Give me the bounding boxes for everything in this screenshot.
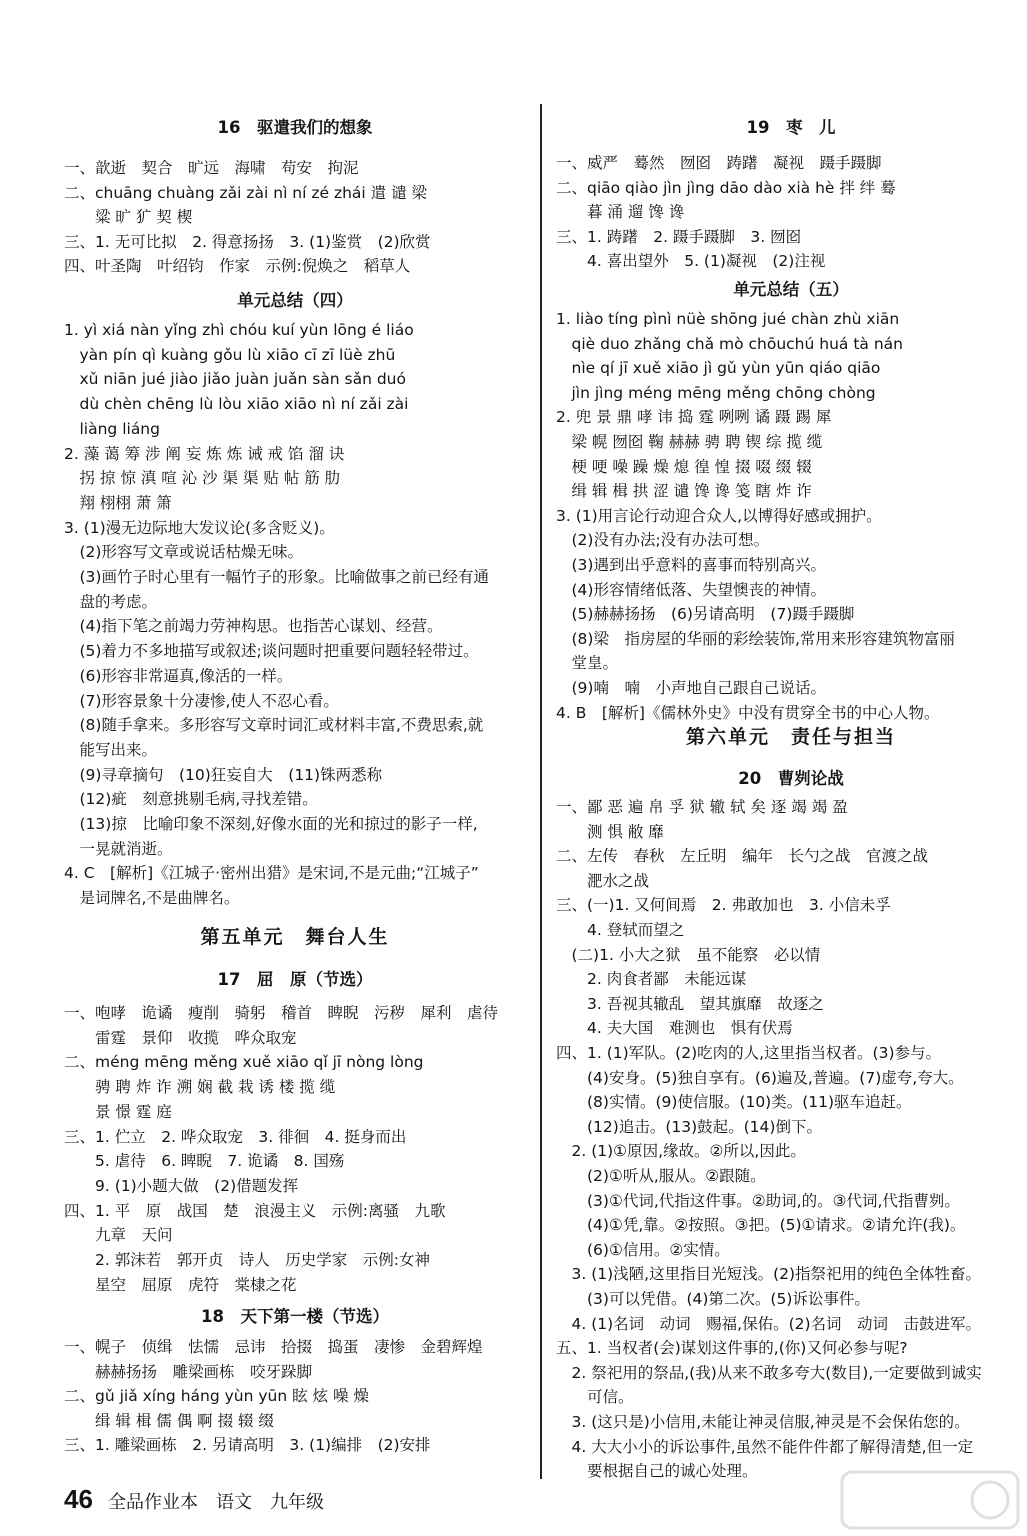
left-u4-line: (2)形容写文章或说话枯燥无味。: [64, 543, 303, 562]
page-footer: [64, 1484, 324, 1515]
right-unit6-title: 第六单元 责任与担当: [685, 726, 896, 748]
right-s20-line: (4)①凭,靠。②按照。③把。(5)①请求。②请允许(我)。: [556, 1216, 966, 1235]
left-s17-line: 5. 虐待 6. 睥睨 7. 诡谲 8. 国殇: [64, 1152, 345, 1171]
right-u5-line: (3)遇到出乎意料的喜事而特别高兴。: [556, 556, 826, 574]
left-s18-title: 18 天下第一楼（节选）: [201, 1307, 389, 1326]
right-u5-line: 梁 幌 囫囵 鞠 赫赫 骋 聘 锲 综 揽 缆: [556, 433, 823, 451]
right-s20-line: 4. (1)名词 动词 赐福,保佑。(2)名词 动词 击鼓进军。: [556, 1314, 982, 1333]
right-s20-line: 可信。: [556, 1388, 634, 1407]
left-u4-line: (4)指下笔之前竭力劳神构思。也指苦心谋划、经营。: [64, 617, 443, 636]
left-u4-line: 2. 藻 蔼 筹 涉 阐 妄 炼 炼 诫 戒 馅 溜 诀: [64, 444, 345, 463]
watermark-logo: [840, 1470, 1020, 1530]
left-s17-line: 9. (1)小题大做 (2)借题发挥: [64, 1176, 299, 1195]
right-u5-line: 3. (1)用言论行动迎合众人,以博得好感或拥护。: [556, 506, 882, 525]
right-s20-line: 五、1. 当权者(会)谋划这件事的,(你)又何必参与呢?: [556, 1339, 908, 1358]
left-s17-title: 17 屈 原（节选）: [217, 970, 373, 989]
left-s17-line: 四、1. 平 原 战国 楚 浪漫主义 示例:离骚 九歌: [64, 1201, 446, 1220]
left-s18-line: 二、gǔ jiǎ xíng háng yùn yūn 眩 炫 噪 燥: [64, 1387, 369, 1406]
left-s17-line: 一、咆哮 诡谲 瘦削 骑躬 稽首 睥睨 污秽 犀利 虐待: [64, 1004, 499, 1022]
right-s20-line: 要根据自己的诚心处理。: [556, 1462, 758, 1481]
left-s16-title: 16 驱遣我们的想象: [217, 118, 373, 137]
left-u4-line: (5)着力不多地描写或叙述;谈问题时把重要问题轻轻带过。: [64, 642, 479, 661]
left-s18-line: 缉 辑 楫 儒 偶 啊 掇 辍 缀: [64, 1411, 274, 1430]
right-u5-line: qiè duo zhǎng chǎ mò chōuchú huá tà nán: [556, 334, 903, 353]
right-u5-line: 4. B [解析]《儒林外史》中没有贯穿全书的中心人物。: [556, 703, 940, 722]
left-u4-line: 翔 栩栩 萧 箫: [64, 493, 172, 512]
right-s19-line: 二、qiāo qiào jìn jìng dāo dào xià hè 拌 绊 蓦: [556, 178, 896, 197]
right-s20-line: 3. 吾视其辙乱 望其旗靡 故逐之: [556, 994, 824, 1013]
right-u5-line: (5)赫赫扬扬 (6)另请高明 (7)蹑手蹑脚: [556, 605, 855, 624]
left-unit5-title: 第五单元 舞台人生: [200, 926, 390, 948]
left-u4-line: (7)形容景象十分凄惨,使人不忍心看。: [64, 691, 339, 710]
page-number: 46: [64, 1484, 93, 1514]
left-s16-line: 一、歆逝 契合 旷远 海啸 苟安 拘泥: [64, 159, 359, 177]
right-s20-line: 四、1. (1)军队。(2)吃肉的人,这里指当权者。(3)参与。: [556, 1044, 942, 1062]
right-u5-line: 堂皇。: [556, 654, 619, 673]
right-s20-title: 20 曹刿论战: [738, 769, 844, 788]
left-u4-line: 盘的考虑。: [64, 592, 158, 611]
column-divider: [540, 104, 542, 1479]
right-u5-line: 1. liào tíng pìnì nüè shōng jué chàn zhù xiān: [556, 310, 900, 328]
right-s20-line: (二)1. 小大之狱 虽不能察 必以情: [556, 945, 821, 964]
left-u4-line: dù chèn chēng lù lòu xiāo xiāo nì ní zǎi zài: [64, 395, 409, 414]
right-s20-line: (3)可以凭借。(4)第二次。(5)诉讼事件。: [556, 1290, 870, 1308]
right-s20-line: 一、鄙 恶 遍 帛 孚 狱 辙 轼 矣 逐 竭 竭 盈: [556, 798, 848, 816]
left-u4-line: 能写出来。: [64, 740, 158, 759]
right-s19-line: 4. 喜出望外 5. (1)凝视 (2)注视: [556, 252, 826, 270]
right-u5-line: 缉 辑 楫 拱 涩 谴 馋 谗 笺 瞎 炸 诈: [556, 482, 812, 501]
left-u4-line: (6)形容非常逼真,像活的一样。: [64, 666, 293, 685]
right-s20-line: 3. (这只是)小信用,未能让神灵信服,神灵是不会保佑您的。: [556, 1413, 970, 1431]
right-s20-line: (4)安身。(5)独自享有。(6)遍及,普遍。(7)虚夸,夸大。: [556, 1068, 964, 1087]
right-u5-line: (2)没有办法;没有办法可想。: [556, 531, 770, 550]
left-s18-line: 赫赫扬扬 雕梁画栋 咬牙跺脚: [64, 1362, 313, 1381]
right-s19-line: 暮 涌 遛 馋 谗: [556, 203, 685, 221]
left-s18-line: 三、1. 雕梁画栋 2. 另请高明 3. (1)编排 (2)安排: [64, 1436, 431, 1455]
left-s16-line: 二、chuāng chuàng zǎi zài nì ní zé zhái 遣 谴 梁: [64, 183, 428, 202]
left-s17-line: 骋 聘 炸 诈 溯 娴 截 栽 诱 楼 揽 缆: [64, 1078, 336, 1097]
right-s20-line: 2. 肉食者鄙 未能远谋: [556, 970, 747, 989]
right-u5-title: 单元总结（五）: [733, 280, 849, 299]
left-u4-line: 是词牌名,不是曲牌名。: [64, 889, 240, 908]
right-s20-line: 2. 祭祀用的祭品,(我)从来不敢多夸大(数目),一定要做到诚实: [556, 1363, 982, 1382]
right-s20-line: (12)追击。(13)鼓起。(14)倒下。: [556, 1117, 822, 1136]
left-s16-line: 四、叶圣陶 叶绍钧 作家 示例:倪焕之 稻草人: [64, 257, 411, 275]
right-s20-line: (2)①听从,服从。②跟随。: [556, 1167, 766, 1185]
right-s20-line: 二、左传 春秋 左丘明 编年 长勺之战 官渡之战: [556, 847, 929, 866]
left-s16-line: 三、1. 无可比拟 2. 得意扬扬 3. (1)鉴赏 (2)欣赏: [64, 232, 431, 251]
left-s17-line: 三、1. 伫立 2. 哗众取宠 3. 徘徊 4. 挺身而出: [64, 1127, 407, 1146]
right-u5-line: 2. 兜 景 鼎 哮 讳 捣 霆 咧咧 谲 蹑 踢 犀: [556, 408, 832, 427]
left-u4-line: 一晃就消逝。: [64, 839, 173, 858]
right-s20-line: 测 惧 敝 靡: [556, 822, 664, 841]
left-u4-line: (3)画竹子时心里有一幅竹子的形象。比喻做事之前已经有通: [64, 568, 489, 586]
left-s16-line: 粱 旷 犷 契 楔: [64, 208, 193, 226]
left-u4-line: (9)寻章摘句 (10)狂妄自大 (11)铢两悉称: [64, 765, 383, 784]
left-u4-line: xǔ niān jué jiào jiǎo juàn juǎn sàn sǎn duó: [64, 370, 406, 389]
left-u4-line: 1. yì xiá nàn yǐng zhì chóu kuí yùn lōng é liáo: [64, 321, 414, 339]
right-s20-line: 4. 登轼而望之: [556, 921, 685, 939]
right-s20-line: 4. 夫大国 难测也 惧有伏焉: [556, 1019, 793, 1038]
right-u5-line: (9)喃 喃 小声地自己跟自己说话。: [556, 679, 826, 697]
right-s19-line: 一、威严 蓦然 囫囵 踌躇 凝视 蹑手蹑脚: [556, 154, 882, 172]
left-s17-line: 二、méng mēng měng xuě xiāo qǐ jī nòng lòng: [64, 1053, 424, 1072]
book-title: 全品作业本 语文 九年级: [108, 1492, 325, 1513]
right-s19-line: 三、1. 踌躇 2. 蹑手蹑脚 3. 囫囵: [556, 227, 802, 246]
left-s17-line: 九章 天问: [64, 1226, 173, 1245]
left-u4-line: (12)疵 刻意挑剔毛病,寻找差错。: [64, 790, 318, 809]
left-u4-line: (8)随手拿来。多形容写文章时词汇或材料丰富,不费思索,就: [64, 716, 484, 735]
left-u4-line: 3. (1)漫无边际地大发议论(多含贬义)。: [64, 518, 335, 537]
right-u5-line: nìe qí jī xuě xiāo jì gǔ yùn yūn qiáo qiāo: [556, 359, 881, 378]
right-s20-line: 三、(一)1. 又何间焉 2. 弗敢加也 3. 小信未孚: [556, 896, 891, 915]
right-s20-line: (8)实情。(9)使信服。(10)类。(11)驱车追赶。: [556, 1093, 912, 1112]
right-u5-line: (4)形容情绪低落、失望懊丧的神情。: [556, 580, 826, 599]
right-u5-line: 梗 哽 噪 躁 燥 熄 徨 惶 掇 啜 缀 辍: [556, 457, 812, 476]
left-u4-line: 4. C [解析]《江城子·密州出猎》是宋词,不是元曲;“江城子”: [64, 864, 479, 883]
right-s20-line: 2. (1)①原因,缘故。②所以,因此。: [556, 1142, 806, 1161]
left-u4-line: 拐 掠 惊 滇 喧 沁 沙 渠 渠 贴 帖 筋 肋: [64, 469, 341, 488]
left-s17-line: 2. 郭沫若 郭开贞 诗人 历史学家 示例:女神: [64, 1251, 430, 1269]
left-s18-line: 一、幌子 侦缉 怯懦 忌讳 拾掇 捣蛋 凄惨 金碧辉煌: [64, 1338, 483, 1356]
right-s20-line: 4. 大大小小的诉讼事件,虽然不能件件都了解得清楚,但一定: [556, 1437, 974, 1456]
right-s20-line: (3)①代词,代指这件事。②助词,的。③代词,代指曹刿。: [556, 1191, 960, 1210]
right-s20-line: 3. (1)浅陋,这里指目光短浅。(2)指祭祀用的纯色全体牲畜。: [556, 1265, 982, 1284]
left-u4-line: yàn pín qì kuàng gǒu lù xiāo cī zī lüè zhū: [64, 345, 396, 364]
left-u4-line: liàng liáng: [64, 419, 160, 438]
right-u5-line: jìn jìng méng mēng měng chōng chòng: [556, 383, 876, 402]
right-s19-title: 19 枣 儿: [746, 118, 836, 137]
right-s20-line: 淝水之战: [556, 871, 650, 890]
right-s20-line: (6)①信用。②实情。: [556, 1240, 730, 1259]
left-s17-line: 星空 屈原 虎符 棠棣之花: [64, 1275, 297, 1294]
left-u4-title: 单元总结（四）: [237, 291, 353, 310]
left-u4-line: (13)掠 比喻印象不深刻,好像水面的光和掠过的影子一样,: [64, 815, 478, 833]
right-u5-line: (8)梁 指房屋的华丽的彩绘装饰,常用来形容建筑物富丽: [556, 629, 955, 648]
left-s17-line: 雷霆 景仰 收揽 哗众取宠: [64, 1028, 297, 1047]
left-s17-line: 景 憬 霆 庭: [64, 1102, 172, 1121]
